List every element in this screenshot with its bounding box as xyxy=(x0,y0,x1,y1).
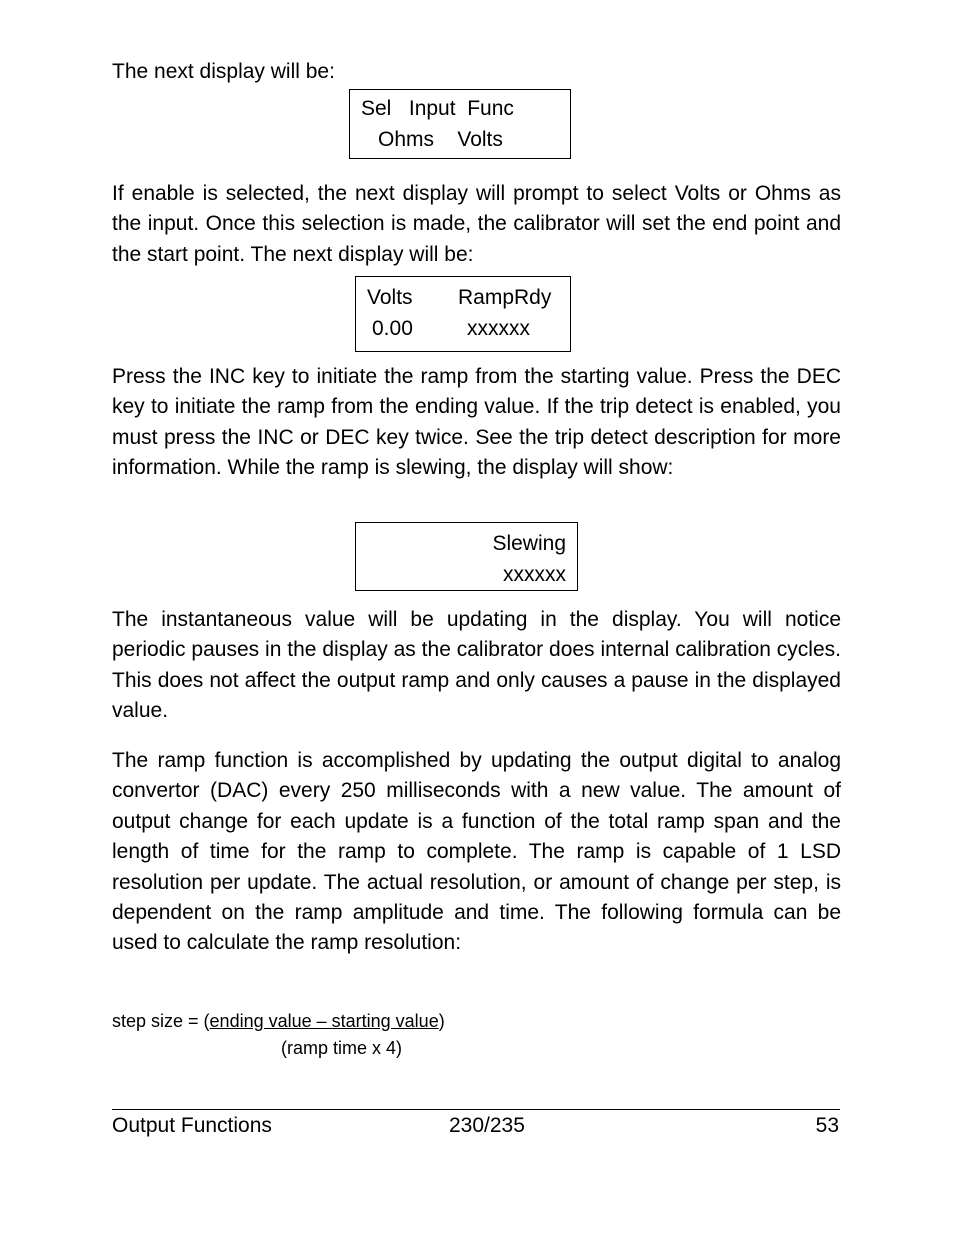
formula-suffix: ) xyxy=(438,1011,445,1031)
intro-text: The next display will be: xyxy=(112,60,335,83)
footer-section-title: Output Functions xyxy=(112,1114,272,1137)
formula-denominator: (ramp time x 4) xyxy=(281,1038,403,1058)
lcd-status-label: RampRdy xyxy=(458,286,552,309)
lcd-display-select-input xyxy=(349,89,571,159)
lcd-display-ramp-ready xyxy=(355,276,571,352)
lcd-display-slewing xyxy=(355,522,578,591)
formula-numerator: ending value – starting value xyxy=(209,1011,439,1031)
paragraph-enable-selection: If enable is selected, the next display will prompt to select Volts or Ohms as the input. Once this selection is made, the calibrator will set the end point and the start point. The next display will be: xyxy=(112,182,841,266)
lcd-value: 0.00 xyxy=(372,317,413,340)
footer-page-number: 53 xyxy=(815,1114,839,1137)
lcd-slewing-value: xxxxxx xyxy=(503,563,566,586)
lcd-slewing-label: Slewing xyxy=(492,532,566,555)
formula-prefix: step size = ( xyxy=(112,1011,210,1031)
lcd-placeholder: xxxxxx xyxy=(467,317,530,340)
lcd-line-2: Ohms Volts xyxy=(378,128,503,151)
footer-divider xyxy=(112,1109,840,1110)
formula-numerator-line xyxy=(112,1010,445,1032)
paragraph-ramp-function: The ramp function is accomplished by updating the output digital to analog convertor (DAC) every 250 milliseconds with a new value. The amount of output change for each update is a function of the total ramp span and the length of time for the ramp to complete. The ramp is capable of 1 LSD resolution per update. The actual resolution, or amount of change per step, is dependent on the ramp amplitude and time. The following formula can be used to calculate the ramp resolution: xyxy=(112,749,841,955)
paragraph-inc-dec-keys: Press the INC key to initiate the ramp from the starting value. Press the DEC key to initiate the ramp from the ending value. If the trip detect is enabled, you must press the INC or DEC key twice. See the trip detect description for more information. While the ramp is slewing, the display will show: xyxy=(112,365,841,480)
lcd-line-1: Sel Input Func xyxy=(361,97,514,120)
footer-model-number: 230/235 xyxy=(449,1114,525,1137)
lcd-mode-label: Volts xyxy=(367,286,413,309)
paragraph-instantaneous-value: The instantaneous value will be updating in the display. You will notice periodic pauses in the display as the calibrator does internal calibration cycles. This does not affect the output ramp and only causes a pause in the displayed value. xyxy=(112,608,841,723)
